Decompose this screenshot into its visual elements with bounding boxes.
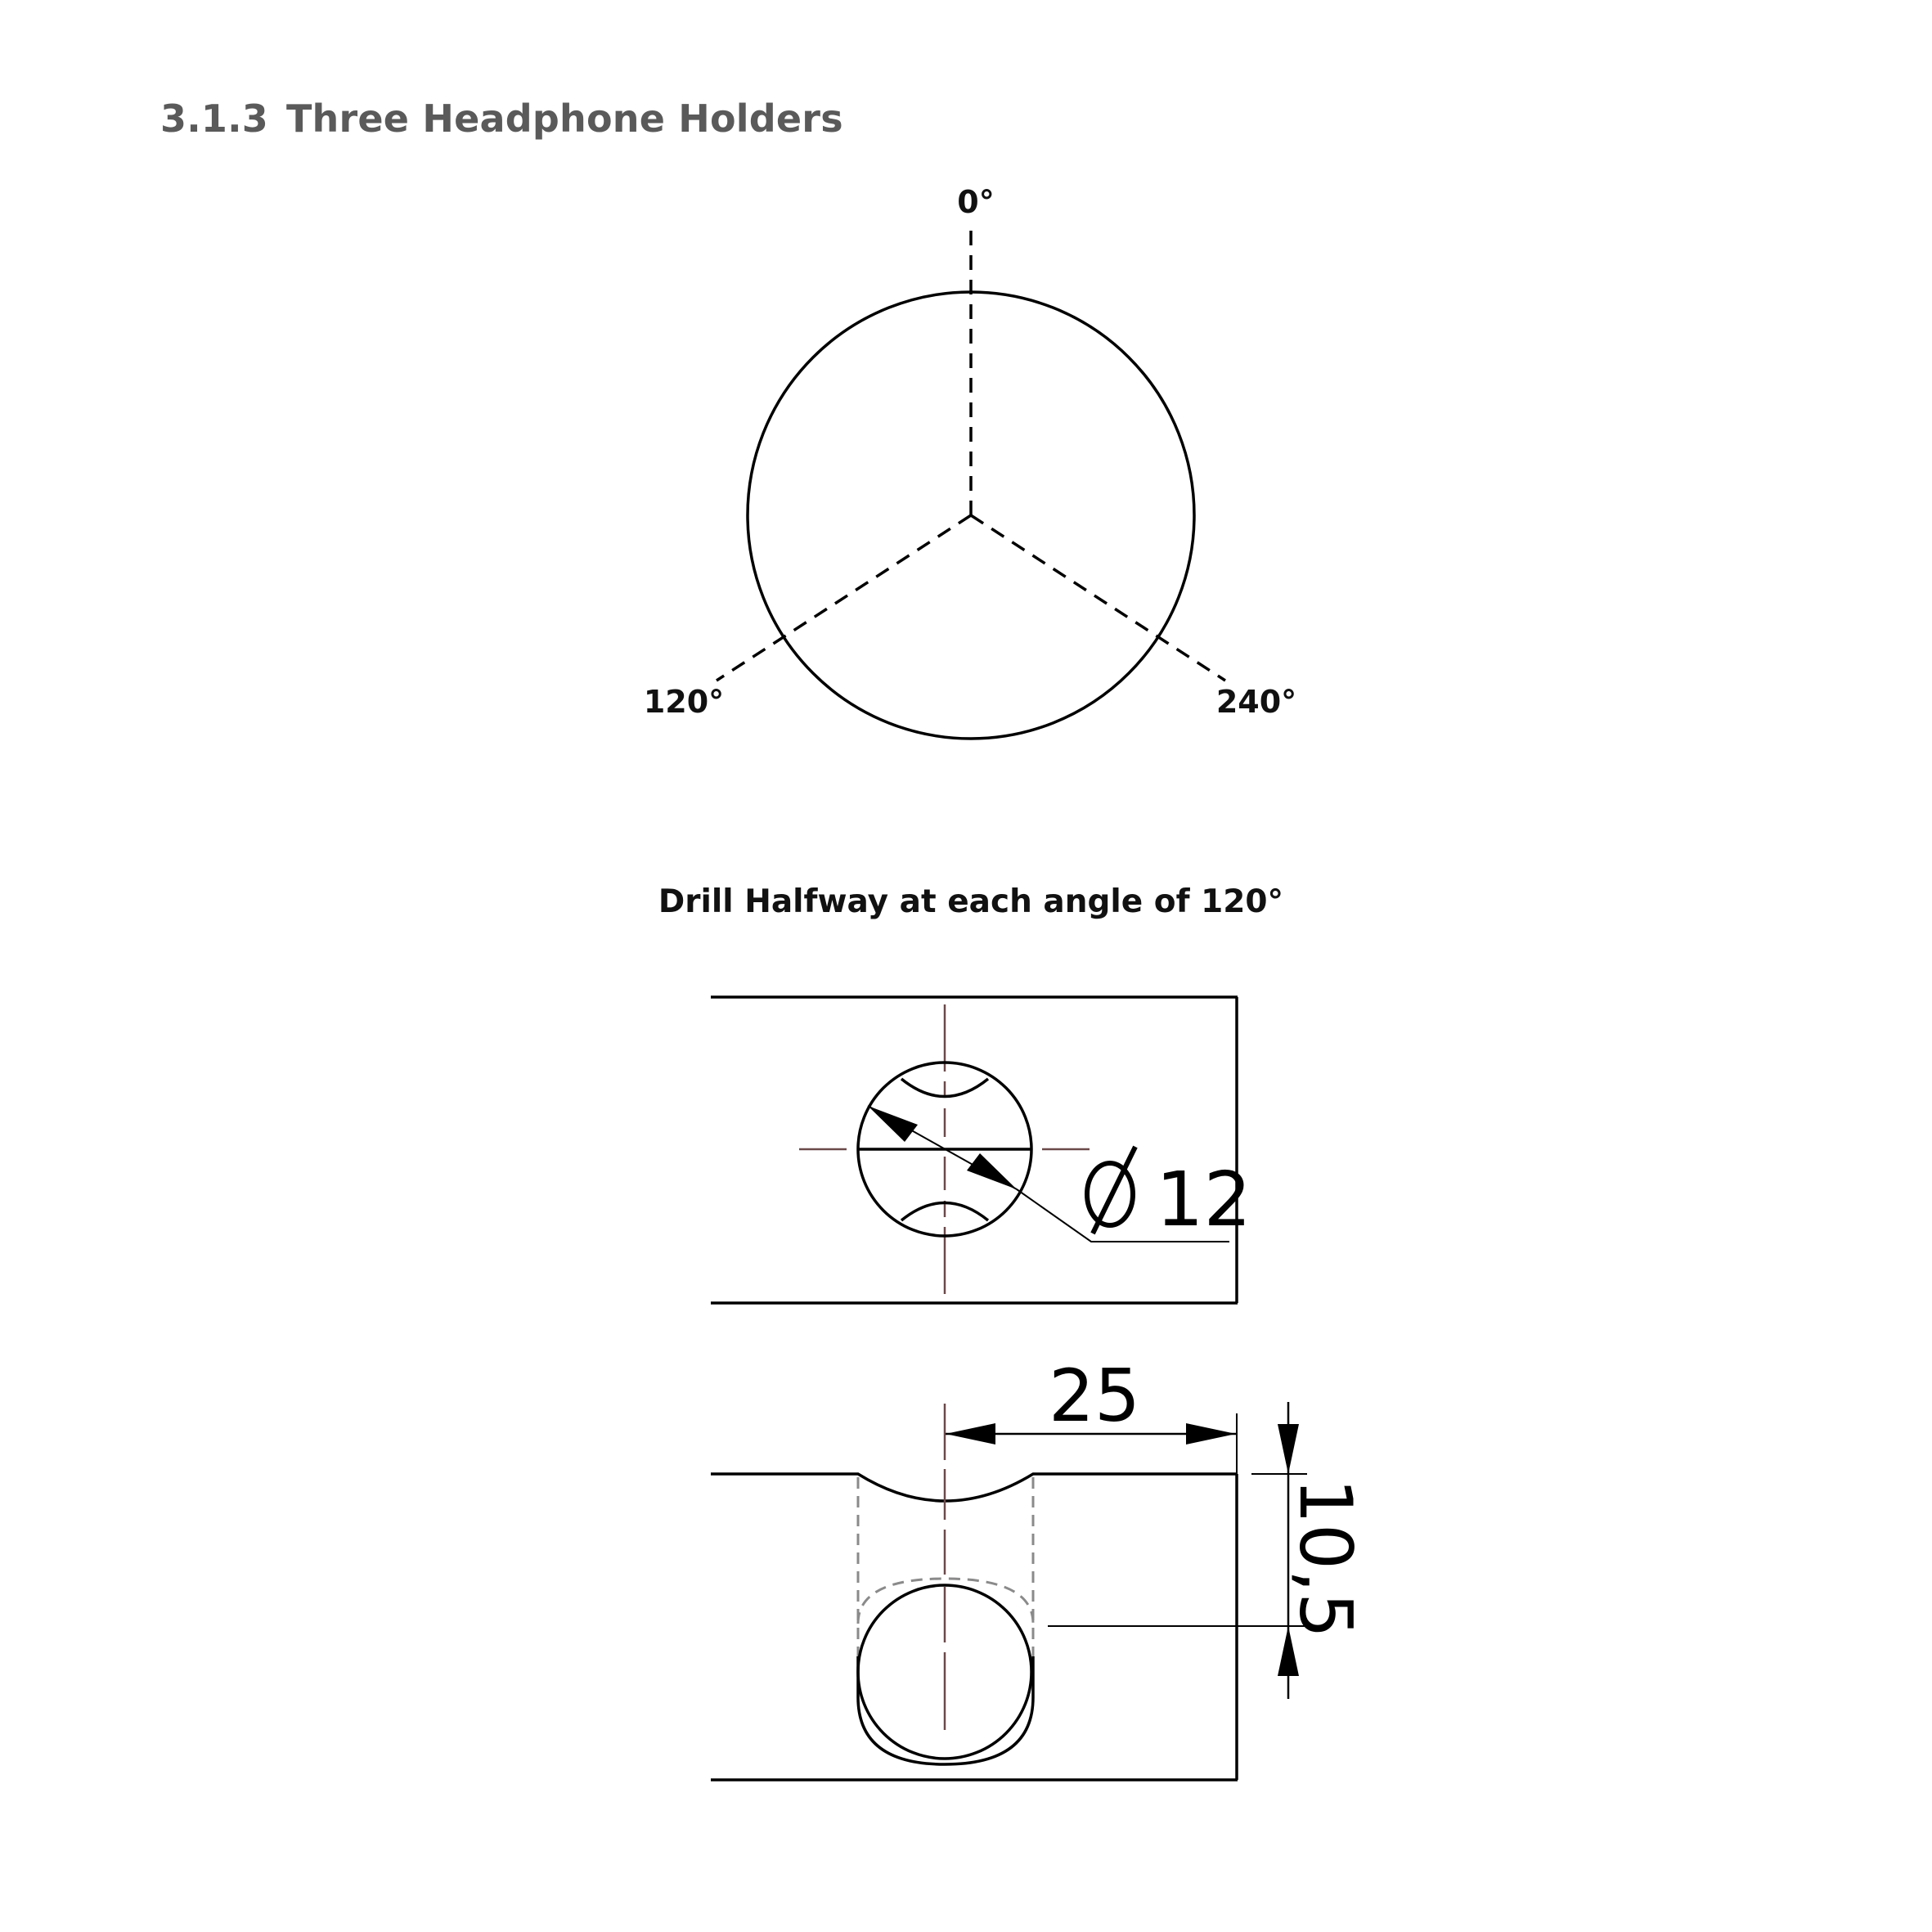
drill-instruction: Drill Halfway at each angle of 120° <box>658 883 1284 920</box>
dim-25-arrow-right <box>1186 1423 1236 1445</box>
side-view-top-edge <box>711 1474 1238 1501</box>
angle-diagram <box>644 184 1296 739</box>
section-title: Three Headphone Holders <box>285 97 843 141</box>
side-view <box>711 1354 1368 1780</box>
label-240-deg: 240° <box>1215 684 1297 720</box>
diameter-symbol-slash <box>1093 1147 1135 1233</box>
dim-25-value: 25 <box>1049 1354 1140 1438</box>
axis-120-deg-dashed <box>717 515 971 681</box>
label-120-deg: 120° <box>643 684 725 720</box>
diameter-value: 12 <box>1156 1156 1252 1243</box>
top-view <box>711 997 1251 1303</box>
dim-25-arrow-left <box>946 1423 995 1445</box>
diameter-label <box>1087 1147 1251 1243</box>
diameter-arrow-head-1 <box>868 1106 918 1142</box>
label-0-deg: 0° <box>957 184 995 220</box>
dim-10-5-value: 10,5 <box>1283 1478 1368 1638</box>
dim-10-5-arrow-top <box>1278 1424 1299 1474</box>
section-number: 3.1.3 <box>160 97 268 141</box>
diameter-arrow-head-2 <box>967 1153 1017 1189</box>
axis-240-deg-dashed <box>971 515 1225 681</box>
